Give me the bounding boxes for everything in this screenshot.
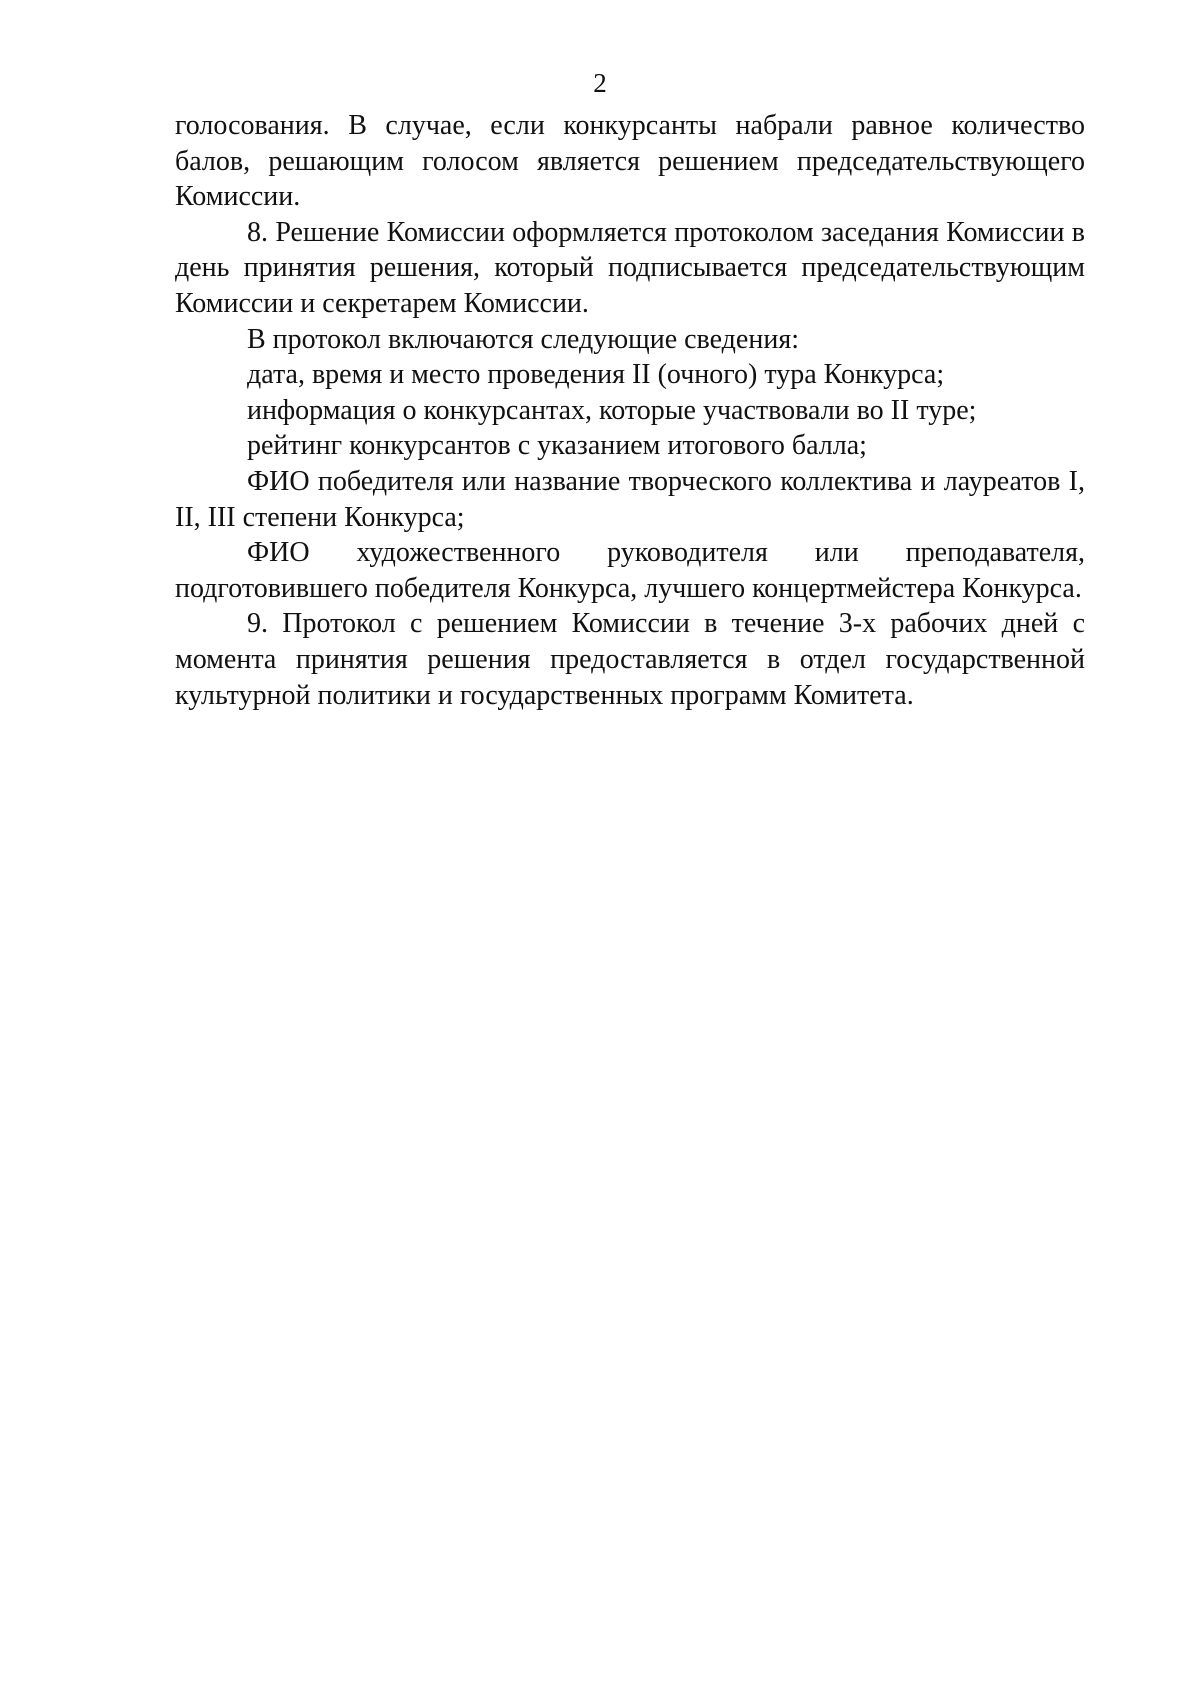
art-director-word: художественного — [356, 537, 561, 569]
paragraph-9: 9. Протокол с решением Комиссии в течение 3-х рабочих дней с момента принятия решения предоставляется в отдел государственной культурной политики и государственных программ Комитета. — [175, 608, 1085, 711]
paragraph-voting-continuation: голосования. В случае, если конкурсанты набрали равное количество балов, решающим голосом является решением председательствующего Комиссии. — [175, 110, 1085, 213]
art-director-word: или — [814, 537, 859, 569]
protocol-contents-intro: В протокол включаются следующие сведения: — [247, 323, 799, 355]
protocol-item-date: дата, время и место проведения II (очного) тура Конкурса; — [247, 359, 945, 391]
art-director-word: ФИО — [247, 537, 310, 569]
protocol-item-art-director-continuation: подготовившего победителя Конкурса, лучшего концертмейстера Конкурса. — [175, 572, 1082, 604]
art-director-word: руководителя — [607, 537, 768, 569]
art-director-word: преподавателя, — [905, 537, 1085, 569]
protocol-item-winner: ФИО победителя или название творческого коллектива и лауреатов I, II, III степени Конкурса; — [175, 465, 1085, 533]
protocol-item-participants: информация о конкурсантах, которые участвовали во II туре; — [247, 394, 977, 426]
page-number: 2 — [593, 68, 607, 98]
paragraph-8: 8. Решение Комиссии оформляется протоколом заседания Комиссии в день принятия решения, который подписывается председательствующим Комиссии и секретарем Комиссии. — [175, 216, 1085, 319]
protocol-item-rating: рейтинг конкурсантов с указанием итогового балла; — [247, 430, 867, 462]
document-body — [175, 108, 1085, 713]
protocol-item-art-director — [175, 535, 1085, 571]
